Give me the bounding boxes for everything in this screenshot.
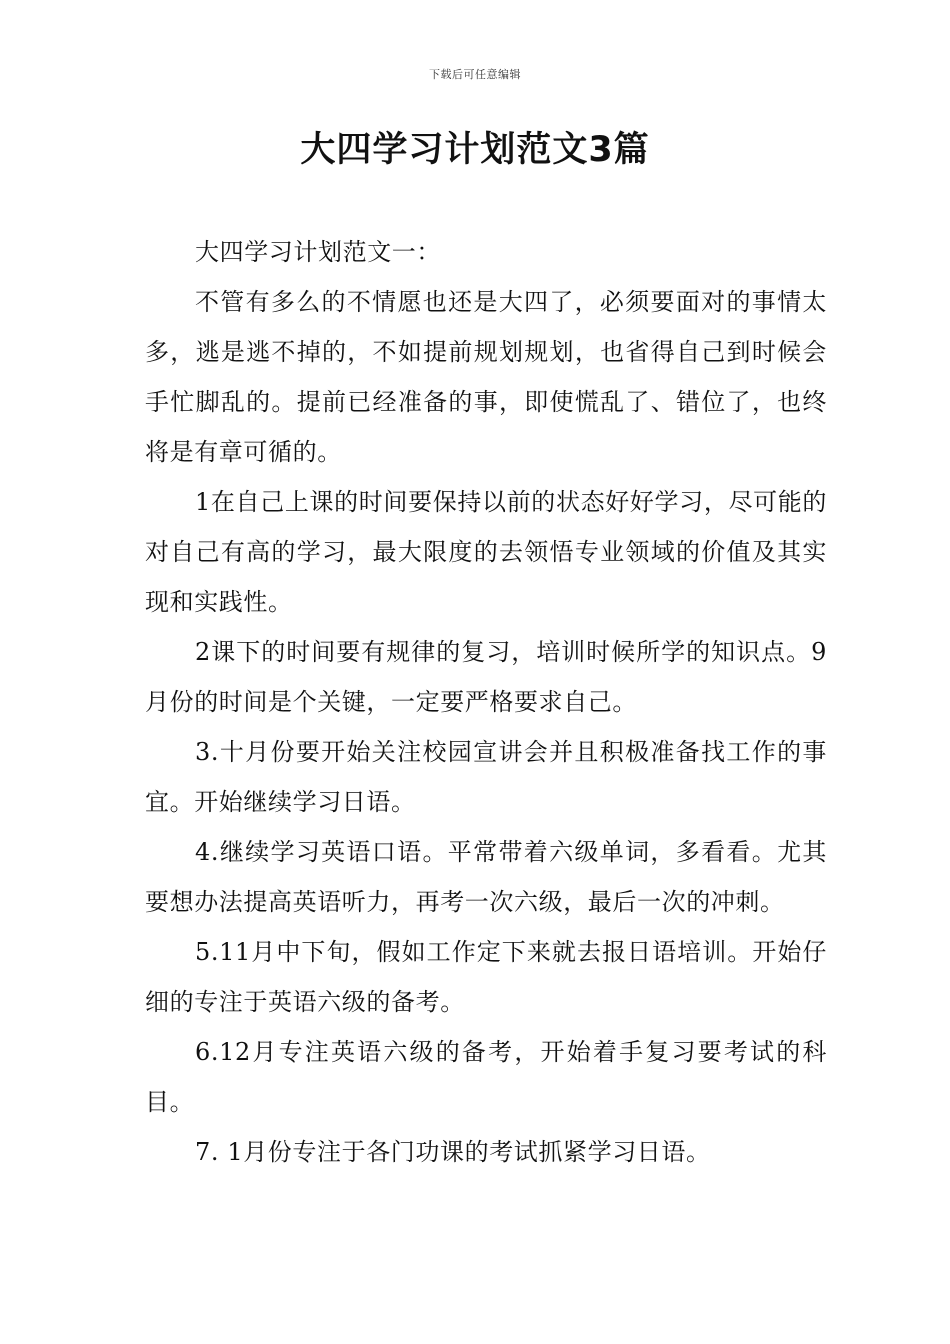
paragraph-section-heading: 大四学习计划范文一：: [195, 238, 441, 266]
page-header-note: 下载后可任意编辑: [429, 68, 521, 81]
paragraph-item-7: 7. 1月份专注于各门功课的考试抓紧学习日语。: [195, 1138, 711, 1166]
paragraph-item-2: 2课下的时间要有规律的复习，培训时候所学的知识点。9月份的时间是个关键，一定要严格要求自己。: [145, 638, 827, 716]
paragraph-item-5: 5.11月中下旬，假如工作定下来就去报日语培训。开始仔细的专注于英语六级的备考。: [145, 938, 827, 1016]
document-body: [145, 227, 827, 1177]
document-title: 大四学习计划范文3篇: [300, 130, 650, 170]
paragraph-item-1: 1在自己上课的时间要保持以前的状态好好学习，尽可能的对自己有高的学习，最大限度的去领悟专业领域的价值及其实现和实践性。: [145, 488, 827, 616]
paragraph-intro: 不管有多么的不情愿也还是大四了，必须要面对的事情太多，逃是逃不掉的，不如提前规划规划，也省得自己到时候会手忙脚乱的。提前已经准备的事，即使慌乱了、错位了，也终将是有章可循的。: [145, 288, 827, 466]
paragraph-item-4: 4.继续学习英语口语。平常带着六级单词，多看看。尤其要想办法提高英语听力，再考一次六级，最后一次的冲刺。: [145, 838, 827, 916]
paragraph-item-6: 6.12月专注英语六级的备考，开始着手复习要考试的科目。: [145, 1038, 827, 1116]
paragraph-item-3: 3.十月份要开始关注校园宣讲会并且积极准备找工作的事宜。开始继续学习日语。: [145, 738, 827, 816]
